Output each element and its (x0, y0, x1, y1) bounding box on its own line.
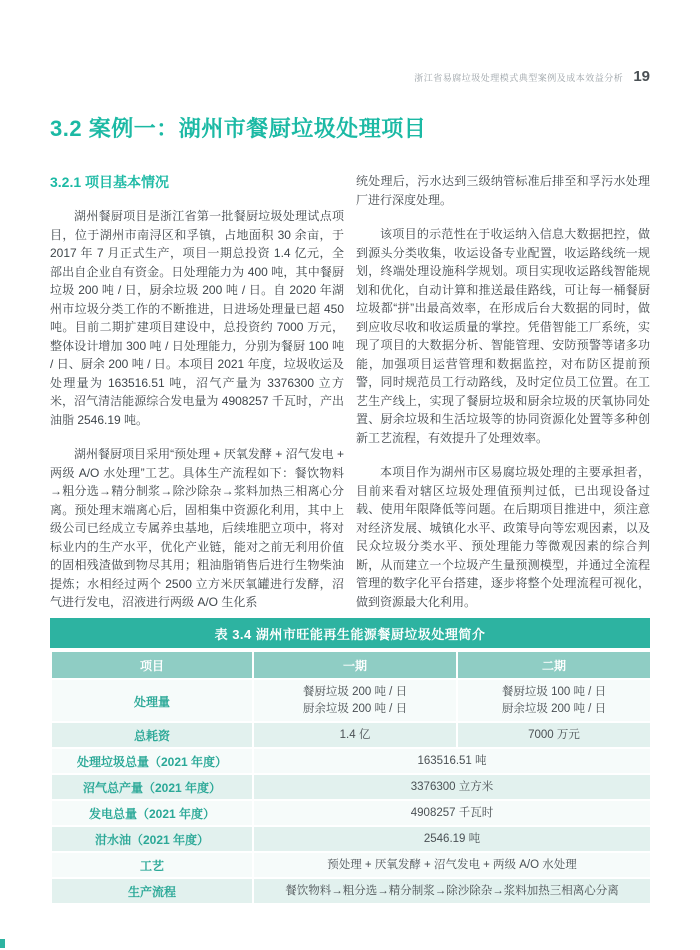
summary-table (50, 618, 650, 905)
column-header: 项目 (51, 651, 253, 679)
row-value: 餐饮物料→粗分选→精分制浆→除沙除杂→浆料加热三相离心分离 (253, 878, 651, 904)
table-header-row (51, 651, 651, 679)
row-value: 4908257 千瓦时 (253, 800, 651, 826)
row-label: 工艺 (51, 852, 253, 878)
table-row (51, 774, 651, 800)
right-column (356, 172, 650, 628)
paragraph: 该项目的示范性在于收运纳入信息大数据把控，做到源头分类收集，收运设备专业配置，收运路线统一规划，终端处理设施科学规划。项目实现收运路线智能规划和优化，自动计算和推送最佳路线，可让每一桶餐厨垃圾都“拼”出最高效率，在形成后台大数据的同时，做到应收尽收和收运质量的掌控。凭借智能工厂系统，实现了项目的大数据分析、智能管理、安防预警等诸多功能，加强项目运营管理和数据监控，对布防区提前预警，同时规范员工行动路线，及时定位员工位置。在工艺生产线上，实现了餐厨垃圾和厨余垃圾的厌氧协同处置、厨余垃圾和生活垃圾等的协同资源化处置等多种创新工艺流程，有效提升了处理效率。 (356, 227, 650, 445)
table-row (51, 852, 651, 878)
row-label: 发电总量（2021 年度） (51, 800, 253, 826)
table-row (51, 826, 651, 852)
page-corner-mark (0, 939, 5, 948)
paragraph: 统处理后，污水达到三级纳管标准后排至和孚污水处理厂进行深度处理。 (356, 174, 650, 207)
row-label: 生产流程 (51, 878, 253, 904)
paragraph: 湖州餐厨项目是浙江省第一批餐厨垃圾处理试点项目，位于湖州市南浔区和孚镇，占地面积 30 余亩，于 2017 年 7 月正式生产，项目一期总投资 1.4 亿元，全部出自企业自有资金。日处理能力为 400 吨，其中餐厨垃圾 200 吨 / 日，厨余垃圾 200 吨 / 日。自 2020 年湖州市垃圾分类工作的不断推进，日进场处理量已超 450 吨。目前二期扩建项目建设中，总投资约 7000 万元，整体设计增加 300 吨 / 日处理能力，分别为餐厨 100 吨 / 日、厨余 200 吨 / 日。本项目 2021 年度，垃圾收运及处理量为 163516.51 吨，沼气产量为 3376300 立方米，沼气清洁能源综合发电量为 4908257 千瓦时，产出油脂 2546.19 吨。 (50, 209, 344, 427)
row-value: 3376300 立方米 (253, 774, 651, 800)
table-title: 表 3.4 湖州市旺能再生能源餐厨垃圾处理简介 (50, 618, 650, 648)
running-head (414, 68, 650, 85)
row-value: 2546.19 吨 (253, 826, 651, 852)
report-title-text: 浙江省易腐垃圾处理模式典型案例及成本效益分析 (414, 73, 624, 83)
row-label: 沼气总产量（2021 年度） (51, 774, 253, 800)
table-row (51, 800, 651, 826)
left-column (50, 172, 344, 628)
row-value: 餐厨垃圾 100 吨 / 日 厨余垃圾 200 吨 / 日 (457, 679, 651, 722)
table-row (51, 679, 651, 722)
row-value: 1.4 亿 (253, 722, 457, 748)
row-value: 预处理 + 厌氧发酵 + 沼气发电 + 两级 A/O 水处理 (253, 852, 651, 878)
body-columns (50, 172, 650, 628)
summary-table-grid (50, 650, 652, 905)
table-row (51, 722, 651, 748)
row-value: 163516.51 吨 (253, 748, 651, 774)
paragraph: 湖州餐厨项目采用“预处理 + 厌氧发酵 + 沼气发电 + 两级 A/O 水处理”工艺。具体生产流程如下：餐饮物料→粗分选→精分制浆→除沙除杂→浆料加热三相离心分离。预处理末端离心后，固相集中资源化利用，其中上级公司已经成立专属养虫基地，后续堆肥立项中，将对标业内的生产水平，优化产业链，能对之前无利用价值的固相残渣做到物尽其用；粗油脂销售后进行生物柴油提炼；水相经过两个 2500 立方米厌氧罐进行发酵，沼气进行发电，沼液进行两级 A/O 生化系 (50, 447, 344, 609)
main-title: 3.2 案例一：湖州市餐厨垃圾处理项目 (50, 116, 427, 141)
row-value: 7000 万元 (457, 722, 651, 748)
column-header: 一期 (253, 651, 457, 679)
table-row (51, 748, 651, 774)
row-label: 总耗资 (51, 722, 253, 748)
row-label: 处理量 (51, 679, 253, 722)
table-row (51, 878, 651, 904)
section-heading: 3.2.1 项目基本情况 (50, 174, 170, 190)
row-value: 餐厨垃圾 200 吨 / 日 厨余垃圾 200 吨 / 日 (253, 679, 457, 722)
row-label: 泔水油（2021 年度） (51, 826, 253, 852)
page-number: 19 (633, 68, 650, 85)
column-header: 二期 (457, 651, 651, 679)
paragraph: 本项目作为湖州市区易腐垃圾处理的主要承担者，目前来看对辖区垃圾处理值预判过低，已出现设备过载、使用年限降低等问题。在后期项目推进中，须注意对经济发展、城镇化水平、政策导向等宏观因素，以及民众垃圾分类水平、预处理能力等微观因素的综合判断，从而建立一个垃圾产生量预测模型，并通过全流程管理的数字化平台搭建，逐步将整个处理流程可视化，做到资源最大化利用。 (356, 465, 650, 609)
row-label: 处理垃圾总量（2021 年度） (51, 748, 253, 774)
